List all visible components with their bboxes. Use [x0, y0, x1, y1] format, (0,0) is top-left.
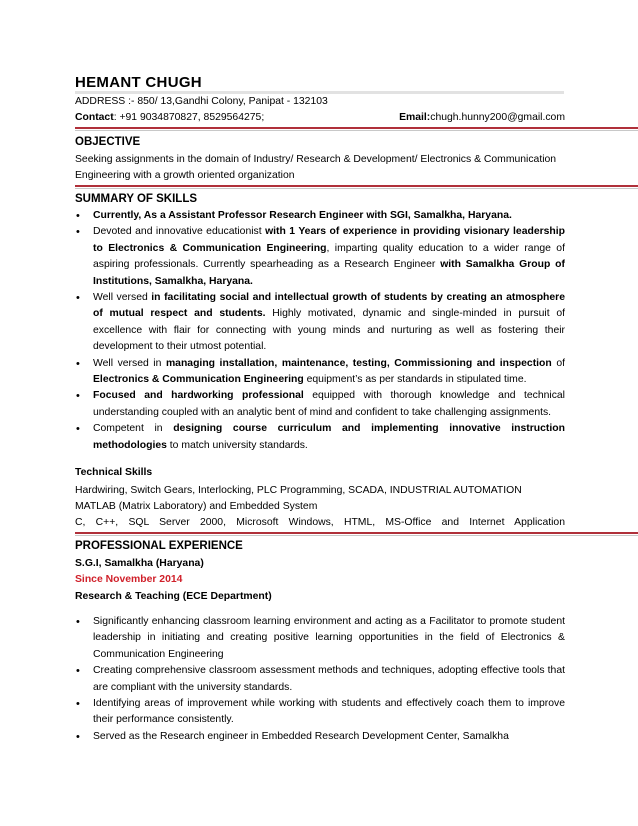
- list-item: • Well versed in facilitating social and intellectual growth of students by creating an atmosphere of mutual respect and students. Highly motivated, dynamic and single-minded in pursuit of excellence with flair for connecting with young minds and nurturing as well as fostering their development to their utmost potential.: [76, 292, 566, 353]
- bullet-icon: •: [76, 292, 80, 305]
- list-item: • Served as the Research engineer in Embedded Research Development Center, Samalkha: [75, 729, 565, 745]
- bullet-icon: •: [76, 210, 80, 222]
- email-value[interactable]: chugh.hunny200@gmail.com: [430, 112, 565, 123]
- bullet-icon: •: [76, 423, 80, 436]
- list-item: • Competent in designing course curriculum and implementing innovative instruction methodologies to match university standards.: [76, 423, 565, 451]
- bullet-icon: •: [76, 616, 80, 628]
- list-item: • Currently, As a Assistant Professor Research Engineer with SGI, Samalkha, Haryana.: [75, 208, 565, 224]
- organization-name: S.G.I, Samalkha (Haryana): [75, 558, 204, 569]
- objective-line-2: Engineering with a growth oriented organization: [75, 170, 295, 181]
- job-role: Research & Teaching (ECE Department): [75, 591, 272, 602]
- email-line: [399, 111, 565, 125]
- bullet-icon: •: [76, 390, 80, 403]
- objective-line-1: Seeking assignments in the domain of Industry/ Research & Development/ Electronics & Communication: [75, 154, 557, 165]
- technical-line-1: Hardwiring, Switch Gears, Interlocking, PLC Programming, SCADA, INDUSTRIAL AUTOMATION: [75, 485, 522, 496]
- technical-skills-heading: Technical Skills: [75, 467, 153, 478]
- list-item: • Devoted and innovative educationist with 1 Years of experience in providing visionary leadership to Electronics & Communication Engineering, imparting quality education to a wider range of aspiring professionals. Currently spearheading as a Research Engineer with Samalkha Group of Institutions, Samalkha, Haryana.: [76, 226, 565, 287]
- bullet-icon: •: [76, 357, 80, 370]
- list-item: • Creating comprehensive classroom assessment methods and techniques, adopting effective tools that are compliant with the university standards.: [76, 665, 565, 693]
- objective-heading: OBJECTIVE: [75, 136, 141, 148]
- bullet-icon: •: [76, 698, 80, 711]
- technical-line-2: MATLAB (Matrix Laboratory) and Embedded System: [75, 501, 318, 512]
- section-divider-shadow: [75, 535, 638, 536]
- list-item: • Significantly enhancing classroom learning environment and acting as a Facilitator to promote student leadership in initiating and creating positive learning opportunities in the field of Electronics & Communication Engineering: [76, 616, 565, 660]
- list-item: • Well versed in managing installation, maintenance, testing, Commissioning and inspection of Electronics & Communication Engineering equipment’s as per standards in stipulated time.: [76, 357, 565, 386]
- since-date: Since November 2014: [75, 574, 183, 585]
- list-item: • Identifying areas of improvement while working with students and effectively coach them to improve their performance consistently.: [76, 698, 565, 726]
- technical-line-3: C, C++, SQL Server 2000, Microsoft Windows, HTML, MS-Office and Internet Application: [75, 517, 565, 528]
- section-divider-shadow: [75, 188, 638, 189]
- name-underline: [75, 91, 564, 94]
- contact-line: [75, 111, 264, 125]
- address-line: ADDRESS :- 850/ 13,Gandhi Colony, Panipat - 132103: [75, 96, 328, 107]
- experience-heading: PROFESSIONAL EXPERIENCE: [75, 540, 243, 552]
- skills-list: [75, 208, 565, 454]
- candidate-name: HEMANT CHUGH: [75, 74, 202, 91]
- section-divider-shadow: [75, 130, 638, 131]
- section-divider: [75, 532, 638, 534]
- list-item: • Focused and hardworking professional equipped with thorough knowledge and technical understanding coupled with an analytic bent of mind and confident to take challenging assignments.: [76, 390, 565, 418]
- section-divider: [75, 185, 638, 187]
- bullet-icon: •: [76, 665, 80, 678]
- contact-label: Contact: [75, 112, 114, 123]
- bullet-icon: •: [76, 730, 80, 743]
- bullet-icon: •: [76, 226, 80, 239]
- contact-value: : +91 9034870827, 8529564275;: [113, 112, 265, 123]
- section-divider: [75, 127, 638, 129]
- email-label: Email:: [399, 112, 431, 123]
- experience-list: [75, 614, 565, 745]
- skills-heading: SUMMARY OF SKILLS: [75, 193, 198, 205]
